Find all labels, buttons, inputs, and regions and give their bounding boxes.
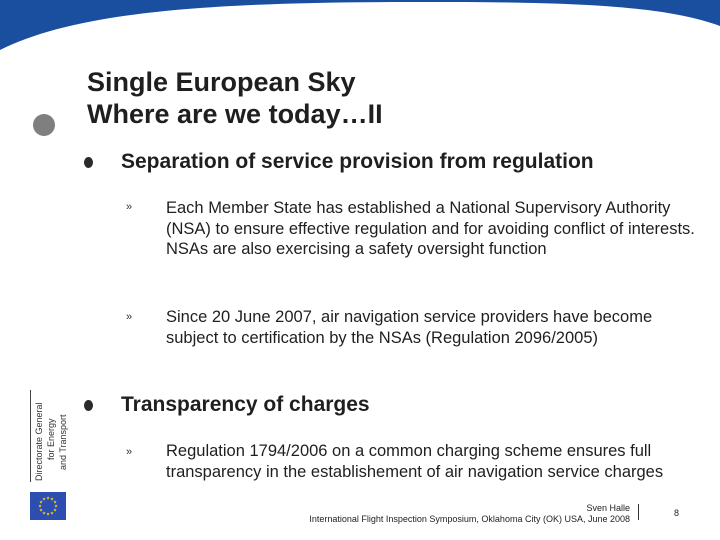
- svg-text:★: ★: [41, 511, 47, 517]
- point-3-text: Regulation 1794/2006 on a common charging scheme ensures full transparency in the establishement of air navigation service charges: [166, 442, 664, 481]
- title-bullet: [33, 114, 55, 136]
- svg-text:★: ★: [52, 508, 58, 514]
- logo-line-3: and Transport: [58, 414, 68, 470]
- footer-divider: [638, 504, 639, 520]
- slide-title: [87, 66, 383, 130]
- svg-text:★: ★: [37, 504, 43, 510]
- page-number: 8: [674, 508, 680, 518]
- svg-text:★: ★: [49, 511, 55, 517]
- logo-line-1: Directorate General: [34, 402, 44, 481]
- point-1-marker: »: [126, 201, 133, 213]
- section-1-heading: Separation of service provision from regulation: [121, 150, 594, 173]
- footer-author: Sven Halle: [586, 503, 630, 513]
- svg-text:★: ★: [45, 512, 51, 518]
- logo-line-2: for Energy: [46, 418, 56, 460]
- svg-text:★: ★: [38, 508, 44, 514]
- header-band: [0, 0, 720, 60]
- section-2-heading: Transparency of charges: [121, 393, 370, 416]
- section-1-bullet: [84, 157, 93, 168]
- svg-text:★: ★: [41, 497, 47, 503]
- eu-flag-icon: [30, 492, 66, 520]
- svg-text:★: ★: [49, 497, 55, 503]
- svg-text:★: ★: [53, 504, 59, 510]
- section-2-bullet: [84, 400, 93, 411]
- dg-logo: [26, 390, 78, 482]
- point-3-marker: »: [126, 446, 133, 458]
- svg-text:★: ★: [45, 496, 51, 502]
- point-1-text: Each Member State has established a National Supervisory Authority (NSA) to ensure effective regulation and for avoiding conflict of interests. NSAs are also exercising a safety oversight function: [166, 199, 695, 258]
- title-line-1: Single European Sky: [87, 67, 356, 97]
- svg-text:★: ★: [52, 500, 58, 506]
- title-line-2: Where are we today…II: [87, 99, 383, 129]
- svg-text:★: ★: [38, 500, 44, 506]
- point-2-text: Since 20 June 2007, air navigation service providers have become subject to certification by the NSAs (Regulation 2096/2005): [166, 308, 653, 347]
- point-2-marker: »: [126, 311, 133, 323]
- footer-event: International Flight Inspection Symposium, Oklahoma City (OK) USA, June 2008: [309, 514, 630, 524]
